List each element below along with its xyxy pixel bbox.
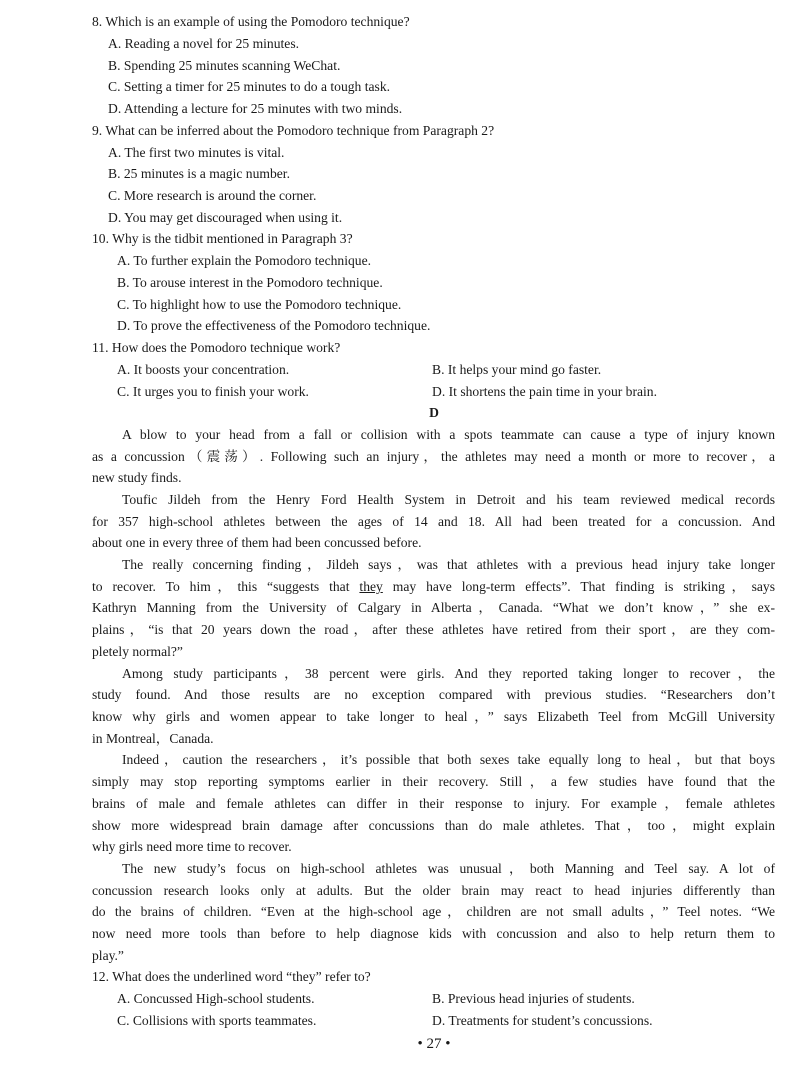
question-12-option-c: C. Collisions with sports teammates. <box>117 1013 317 1028</box>
passage-p4-line: know why girls and women appear to take longer to heal，” says Elizabeth Teel from McGill University <box>92 709 775 724</box>
question-12-option-b: B. Previous head injuries of students. <box>432 991 635 1006</box>
question-9-option-a: A. The first two minutes is vital. <box>108 145 285 160</box>
question-10-stem: 10. Why is the tidbit mentioned in Paragraph 3? <box>92 231 353 246</box>
page-number: • 27 • <box>417 1036 451 1052</box>
question-8-option-c: C. Setting a timer for 25 minutes to do a tough task. <box>108 79 391 94</box>
question-10-option-b: B. To arouse interest in the Pomodoro technique. <box>117 275 383 290</box>
passage-p4-line: in Montreal，Canada. <box>92 731 214 746</box>
question-12-option-a: A. Concussed High-school students. <box>117 991 315 1006</box>
passage-p4-line: Among study participants，38 percent were girls. And they reported taking longer to recover，the <box>122 666 775 681</box>
question-9-option-b: B. 25 minutes is a magic number. <box>108 166 290 181</box>
passage-p5-line: simply may stop reporting symptoms earlier in their recovery. Still，a few studies have found that the <box>92 774 775 789</box>
passage-p2-line: about one in every three of them had been concussed before. <box>92 535 422 550</box>
question-10-option-d: D. To prove the effectiveness of the Pomodoro technique. <box>117 318 431 333</box>
question-11-option-c: C. It urges you to finish your work. <box>117 384 309 399</box>
passage-p5-line: why girls need more time to recover. <box>92 839 292 854</box>
passage-p4-line: study found. And those results are no exception compared with previous studies. “Researchers don’t <box>92 687 775 702</box>
passage-p3-text: may have long-term effects”. That finding is striking，says <box>392 579 775 594</box>
passage-p3-line <box>92 576 775 598</box>
passage-p3-line: pletely normal?” <box>92 644 183 659</box>
question-11-option-b: B. It helps your mind go faster. <box>432 362 602 377</box>
underlined-word-they: they <box>359 579 383 594</box>
question-12-stem: 12. What does the underlined word “they” refer to? <box>92 969 371 984</box>
question-9-stem: 9. What can be inferred about the Pomodoro technique from Paragraph 2? <box>92 123 495 138</box>
passage-p2-line: Toufic Jildeh from the Henry Ford Health System in Detroit and his team reviewed medical records <box>122 492 775 507</box>
question-8-option-b: B. Spending 25 minutes scanning WeChat. <box>108 58 341 73</box>
passage-p1-line: as a concussion（震荡）. Following such an injury，the athletes may need a month or more to recover，a <box>92 449 775 464</box>
passage-p5-line: show more widespread brain damage after concussions than do male athletes. That，too，might explain <box>92 818 775 833</box>
question-11-option-d: D. It shortens the pain time in your brain. <box>432 384 658 399</box>
passage-p6-line: The new study’s focus on high-school athletes was unusual，both Manning and Teel say. A lot of <box>122 861 775 876</box>
passage-p3-line: Kathryn Manning from the University of Calgary in Alberta，Canada. “What we don’t know，” she ex- <box>92 600 775 615</box>
passage-p1-line: new study finds. <box>92 470 182 485</box>
question-8-option-a: A. Reading a novel for 25 minutes. <box>108 36 300 51</box>
question-8-option-d: D. Attending a lecture for 25 minutes with two minds. <box>108 101 403 116</box>
question-10-option-c: C. To highlight how to use the Pomodoro technique. <box>117 297 402 312</box>
question-9-option-c: C. More research is around the corner. <box>108 188 317 203</box>
passage-p3-text: to recover. To him，this “suggests that <box>92 579 350 594</box>
passage-p1-line: A blow to your head from a fall or collision with a spots teammate can cause a type of injury known <box>122 427 775 442</box>
question-10-option-a: A. To further explain the Pomodoro technique. <box>117 253 371 268</box>
passage-p5-line: Indeed，caution the researchers，it’s possible that both sexes take equally long to heal，but that boys <box>122 752 775 767</box>
passage-p5-line: brains of male and female athletes can differ in their response to injury. For example，female athletes <box>92 796 775 811</box>
passage-p6-line: concussion research looks only at adults. But the older brain may react to head injuries differently than <box>92 883 775 898</box>
passage-p3-line: The really concerning finding，Jildeh says，was that athletes with a previous head injury take longer <box>122 557 775 572</box>
section-heading: D <box>429 405 439 420</box>
passage-p3-line: plains，“is that 20 years down the road，after these athletes have retired from their sport，are they com- <box>92 622 775 637</box>
passage-p6-line: now need more tools than before to help diagnose kids with concussion and also to help return them to <box>92 926 775 941</box>
question-11-option-a: A. It boosts your concentration. <box>117 362 290 377</box>
question-8-stem: 8. Which is an example of using the Pomodoro technique? <box>92 14 410 29</box>
passage-p6-line: play.” <box>92 948 124 963</box>
question-11-stem: 11. How does the Pomodoro technique work? <box>92 340 341 355</box>
passage-p2-line: for 357 high-school athletes between the ages of 14 and 18. All had been treated for a concussion. And <box>92 514 775 529</box>
question-9-option-d: D. You may get discouraged when using it. <box>108 210 343 225</box>
passage-p6-line: do the brains of children. “Even at the high-school age，children are not small adults，” Teel notes. “We <box>92 904 775 919</box>
question-12-option-d: D. Treatments for student’s concussions. <box>432 1013 653 1028</box>
